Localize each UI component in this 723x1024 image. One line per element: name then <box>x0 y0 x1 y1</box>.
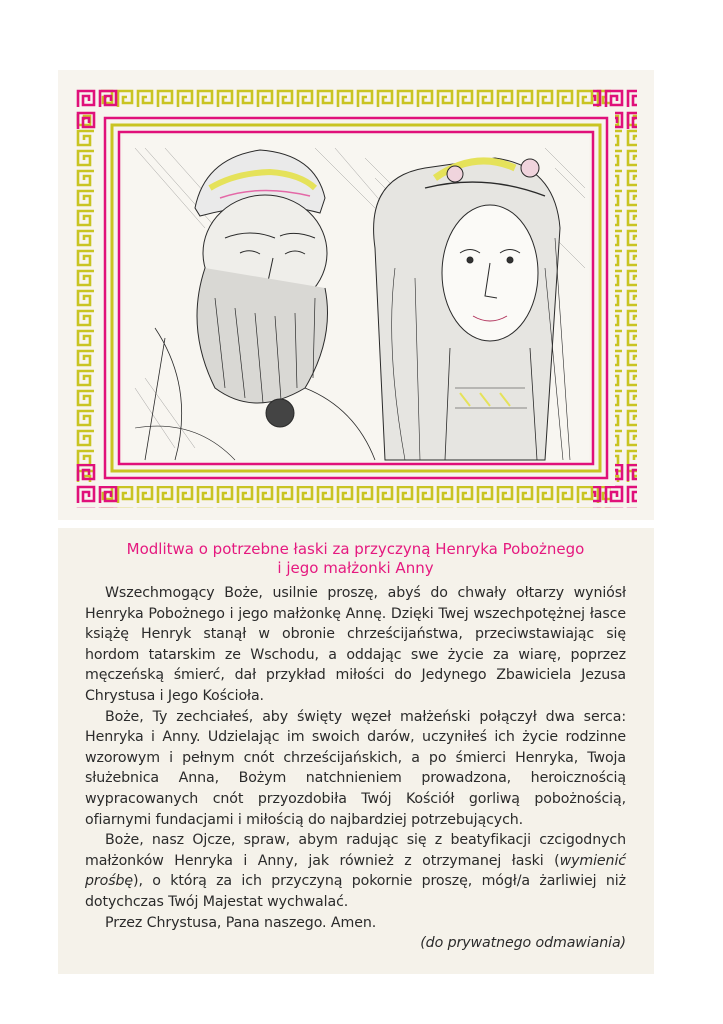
title-line-2: i jego małżonki Anny <box>277 559 434 577</box>
paragraph-1: Wszechmogący Boże, usilnie proszę, abyś do chwały ołtarzy wyniósł Henryka Pobożnego i jego małżonkę Annę. Dzięki Twej wszechpotężnej łasce książę Henryk stanął w obronie chrześcijaństwa, przeciwstawiając się hordom tatarskim ze Wschodu, a oddając swe życie za wiarę, poprzez męczeńską śmierć, dał przykład miłości do Jedynego Zbawiciela Jezusa Chrystusa i Jego Kościoła. <box>85 585 626 704</box>
prayer-title <box>85 540 626 578</box>
separator-strip <box>58 520 654 528</box>
illustration-panel <box>58 70 654 520</box>
paragraph-3 <box>85 830 626 912</box>
paragraph-2: Boże, Ty zechciałeś, aby święty węzeł małżeński połączył dwa serca: Henryka i Anny. Udzielając im swoich darów, uczyniłeś ich życie rodzinne wzorowym i pełnym cnót chrześcijańskich, a po śmierci Henryka, Twoja służebnica Anna, Bożym natchnieniem prowadzona, heroicznością wypracowanych cnót przyozdobiła Twój Kościół gorliwą pobożnością, ofiarnymi fundacjami i miłością do najbardziej potrzebujących. <box>85 708 626 828</box>
title-line-1: Modlitwa o potrzebne łaski za przyczyną Henryka Pobożnego <box>126 540 585 558</box>
portrait-drawing <box>123 136 589 460</box>
paragraph-3-italic: wymienić prośbę <box>85 852 626 890</box>
prayer-card <box>58 70 654 974</box>
prayer-text <box>85 540 626 954</box>
paragraph-3-end: ), o którą za ich przyczyną pokornie proszę, mógł/a żarliwiej niż dotychczas Twój Majestat wychwalać. <box>85 873 626 910</box>
prayer-body <box>85 583 626 954</box>
paragraph-4: Przez Chrystusa, Pana naszego. Amen. <box>105 914 377 931</box>
paragraph-3-start: Boże, nasz Ojcze, spraw, abym radując się z beatyfikacji czcigodnych małżonków Henryka i Anny, jak również z otrzymanej łaski ( <box>85 832 626 869</box>
usage-note: (do prywatnego odmawiania) <box>420 935 626 952</box>
ornamental-frame <box>75 88 637 508</box>
